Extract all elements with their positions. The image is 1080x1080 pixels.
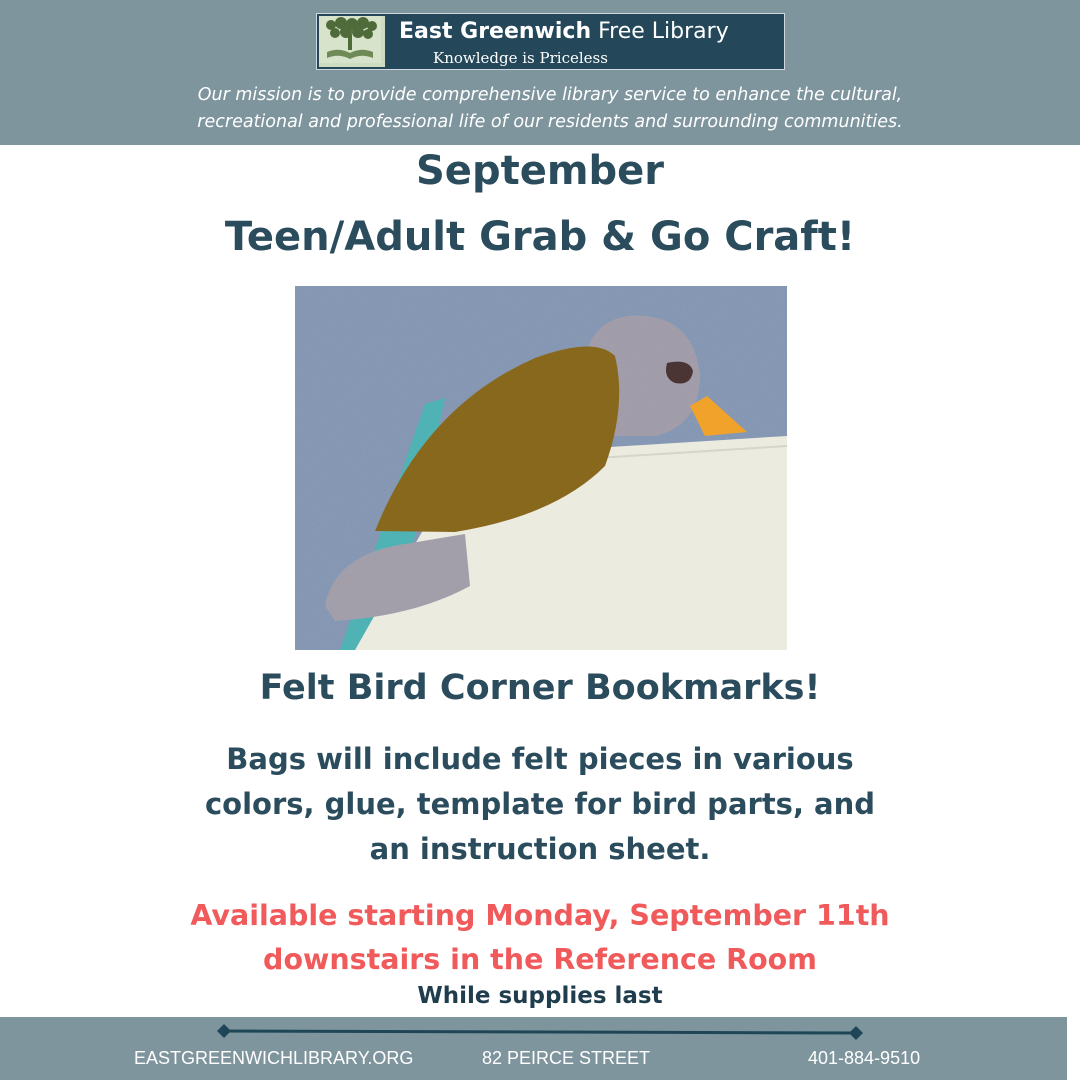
craft-name: Felt Bird Corner Bookmarks!	[259, 668, 821, 708]
availability-line: downstairs in the Reference Room	[263, 943, 817, 976]
library-name	[399, 19, 729, 44]
description-line: colors, glue, template for bird parts, and	[204, 787, 876, 821]
tree-book-icon	[319, 16, 385, 67]
supplies-note: While supplies last	[417, 983, 663, 1009]
footer-address: 82 PEIRCE STREET	[482, 1048, 651, 1068]
footer-website-link[interactable]: EASTGREENWICHLIBRARY.ORG	[134, 1048, 414, 1068]
library-logo[interactable]	[316, 13, 785, 70]
event-title: Teen/Adult Grab & Go Craft!	[224, 214, 856, 260]
mission-line: Our mission is to provide comprehensive library service to enhance the cultural,	[197, 85, 903, 105]
footer-divider	[216, 1024, 864, 1042]
header-band	[0, 0, 1080, 145]
mission-line: recreational and professional life of our residents and surrounding communities.	[197, 112, 903, 132]
library-tagline: Knowledge is Priceless	[433, 49, 608, 67]
footer-phone[interactable]: 401-884-9510	[808, 1048, 921, 1068]
description-line: Bags will include felt pieces in various	[226, 742, 854, 776]
availability-line: Available starting Monday, September 11th	[190, 899, 890, 932]
event-month: September	[416, 148, 664, 194]
description-line: an instruction sheet.	[369, 832, 711, 866]
library-name-rest: Free Library	[598, 19, 729, 44]
kit-description	[150, 737, 930, 872]
library-name-bold: East Greenwich	[399, 19, 592, 44]
craft-photo	[295, 286, 787, 650]
availability-info	[90, 894, 990, 982]
mission-statement	[140, 82, 960, 136]
